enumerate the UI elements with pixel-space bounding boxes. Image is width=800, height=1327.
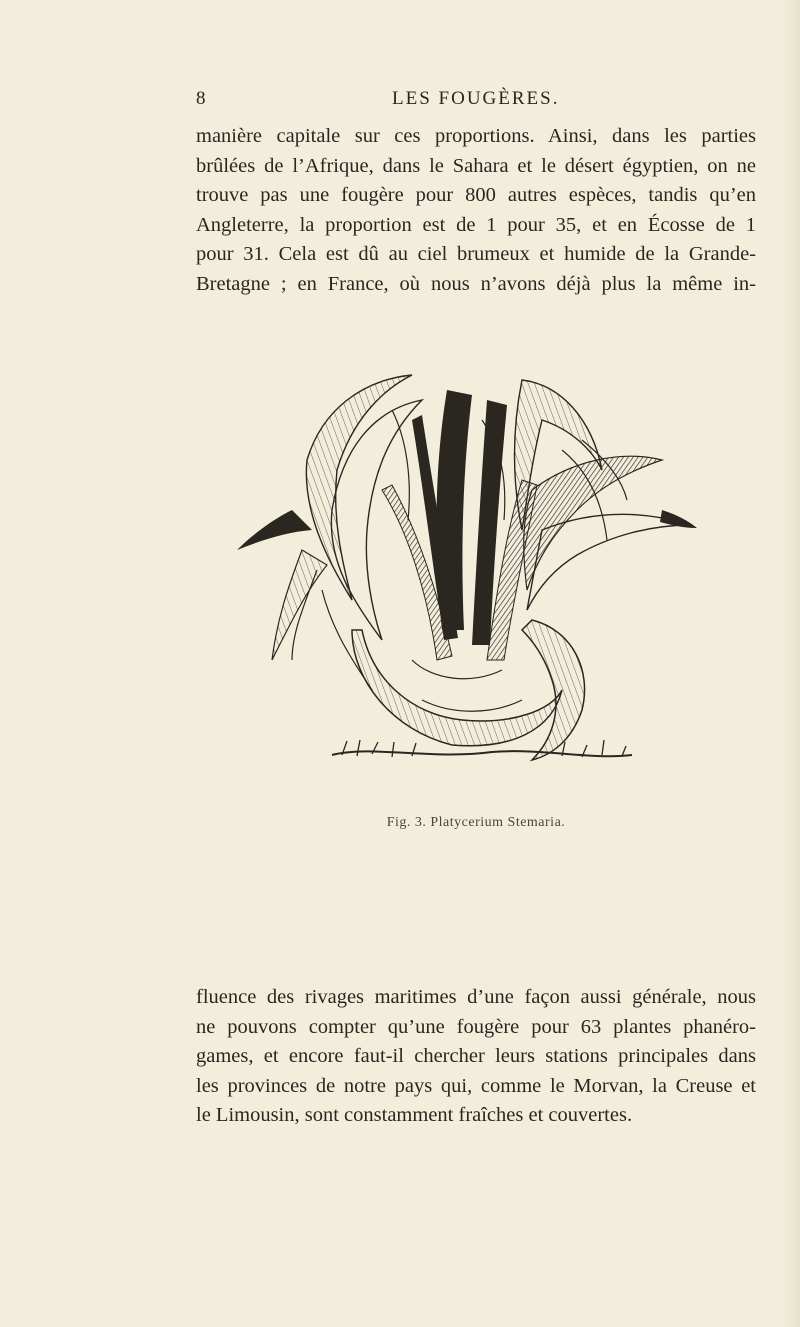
shield-vein: [422, 700, 522, 711]
running-title: LES FOUGÈRES.: [392, 88, 560, 109]
text-line: Bretagne ; en France, où nous n’avons déjà plus la même in-: [196, 272, 756, 295]
shield-frond: [352, 630, 562, 746]
paragraph-top: [196, 122, 756, 299]
ground-line: [332, 751, 632, 756]
page-number: 8: [196, 88, 206, 109]
page-edge-shadow: [782, 0, 800, 1327]
left-frond: [272, 550, 327, 660]
left-frond-tip: [237, 510, 312, 550]
text-line: games, et encore faut-il chercher leurs stations principales dans: [196, 1045, 756, 1067]
fern-illustration: [232, 360, 712, 800]
text-line: pour 31. Cela est dû au ciel brumeux et humide de la Grande-: [196, 243, 756, 265]
platycerium-engraving: [232, 360, 712, 800]
text-line: trouve pas une fougère pour 800 autres espèces, tandis qu’en: [196, 184, 756, 206]
paragraph-bottom: [196, 983, 756, 1131]
text-line: Angleterre, la proportion est de 1 pour 35, et en Écosse de 1: [196, 213, 756, 236]
text-line: fluence des rivages maritimes d’une façon aussi générale, nous: [196, 986, 756, 1008]
text-line: le Limousin, sont constamment fraîches et couvertes.: [196, 1104, 633, 1126]
text-line: ne pouvons compter qu’une fougère pour 63 plantes phanéro-: [196, 1015, 756, 1038]
shield-frond: [522, 620, 585, 760]
shield-vein: [412, 660, 502, 679]
text-line: les provinces de notre pays qui, comme le Morvan, la Creuse et: [196, 1074, 756, 1097]
figure-caption: Fig. 3. Platycerium Stemaria.: [386, 815, 566, 830]
text-line: brûlées de l’Afrique, dans le Sahara et le désert égyptien, on ne: [196, 154, 756, 177]
text-line: manière capitale sur ces proportions. Ainsi, dans les parties: [196, 125, 756, 147]
right-frond-tip: [660, 510, 697, 528]
running-head: [196, 88, 756, 114]
right-frond: [524, 456, 662, 590]
